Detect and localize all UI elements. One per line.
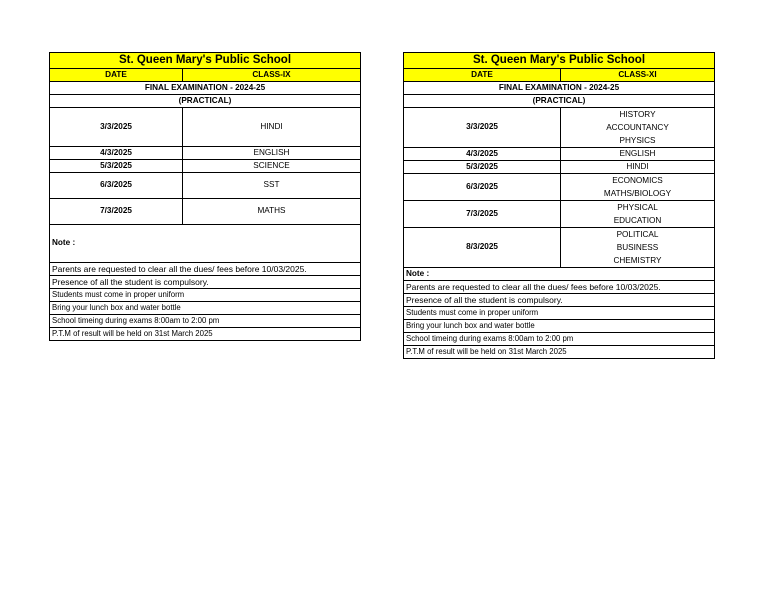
note-label: Note : — [50, 225, 361, 263]
exam-type: (PRACTICAL) — [50, 95, 361, 108]
schedule-row — [404, 228, 715, 268]
note-line: P.T.M of result will be held on 31st March 2025 — [50, 328, 361, 341]
note-line: Parents are requested to clear all the dues/ fees before 10/03/2025. — [50, 263, 361, 276]
note-line: P.T.M of result will be held on 31st March 2025 — [404, 346, 715, 359]
exam-subject: ENGLISH — [561, 148, 715, 161]
exam-date: 3/3/2025 — [404, 108, 561, 148]
schedule-row — [404, 148, 715, 161]
exam-subject: HINDI — [561, 161, 715, 174]
schedule-row — [404, 161, 715, 174]
note-label: Note : — [404, 268, 715, 281]
exam-title: FINAL EXAMINATION - 2024-25 — [404, 82, 715, 95]
exam-subject: ENGLISH — [183, 147, 361, 160]
class-ix-datesheet — [49, 52, 360, 341]
exam-date: 5/3/2025 — [404, 161, 561, 174]
date-header: DATE — [50, 69, 183, 82]
exam-subject: BUSINESS — [616, 243, 659, 252]
class-xi-table — [403, 52, 715, 359]
note-line: Students must come in proper uniform — [404, 307, 715, 320]
class-header: CLASS-XI — [561, 69, 715, 82]
exam-subject: EDUCATION — [613, 216, 662, 225]
school-name: St. Queen Mary's Public School — [50, 53, 361, 69]
exam-subject: HINDI — [183, 108, 361, 147]
exam-subjects — [561, 228, 715, 268]
date-header: DATE — [404, 69, 561, 82]
exam-date: 7/3/2025 — [50, 199, 183, 225]
exam-date: 4/3/2025 — [50, 147, 183, 160]
exam-type: (PRACTICAL) — [404, 95, 715, 108]
schedule-row — [50, 173, 361, 199]
class-xi-datesheet — [403, 52, 714, 359]
exam-subjects — [561, 108, 715, 148]
note-line: School timeing during exams 8:00am to 2:00 pm — [50, 315, 361, 328]
note-line: Students must come in proper uniform — [50, 289, 361, 302]
exam-subject: SST — [183, 173, 361, 199]
exam-subject: PHYSICS — [619, 136, 656, 145]
exam-subject: MATHS — [183, 199, 361, 225]
exam-subject: PHYSICAL — [617, 203, 658, 212]
exam-subject: ACCOUNTANCY — [606, 123, 669, 132]
schedule-row — [50, 160, 361, 173]
exam-subject: SCIENCE — [183, 160, 361, 173]
note-line: Bring your lunch box and water bottle — [404, 320, 715, 333]
exam-date: 5/3/2025 — [50, 160, 183, 173]
exam-subject: POLITICAL — [616, 230, 659, 239]
schedule-row — [404, 174, 715, 201]
exam-subject: ECONOMICS — [612, 176, 663, 185]
exam-date: 7/3/2025 — [404, 201, 561, 228]
note-line: Parents are requested to clear all the dues/ fees before 10/03/2025. — [404, 281, 715, 294]
schedule-row — [50, 199, 361, 225]
exam-subjects — [561, 201, 715, 228]
exam-date: 4/3/2025 — [404, 148, 561, 161]
schedule-row — [50, 147, 361, 160]
exam-date: 8/3/2025 — [404, 228, 561, 268]
exam-date: 3/3/2025 — [50, 108, 183, 147]
schedule-row — [404, 108, 715, 148]
note-line: School timeing during exams 8:00am to 2:00 pm — [404, 333, 715, 346]
class-header: CLASS-IX — [183, 69, 361, 82]
exam-subject: HISTORY — [619, 110, 656, 119]
class-ix-table — [49, 52, 361, 341]
note-line: Presence of all the student is compulsory. — [404, 294, 715, 307]
exam-date: 6/3/2025 — [50, 173, 183, 199]
schedule-row — [50, 108, 361, 147]
note-line: Presence of all the student is compulsory. — [50, 276, 361, 289]
school-name: St. Queen Mary's Public School — [404, 53, 715, 69]
schedule-row — [404, 201, 715, 228]
exam-date: 6/3/2025 — [404, 174, 561, 201]
exam-subject: MATHS/BIOLOGY — [603, 189, 672, 198]
exam-subjects — [561, 174, 715, 201]
exam-subject: CHEMISTRY — [613, 256, 662, 265]
note-line: Bring your lunch box and water bottle — [50, 302, 361, 315]
exam-title: FINAL EXAMINATION - 2024-25 — [50, 82, 361, 95]
